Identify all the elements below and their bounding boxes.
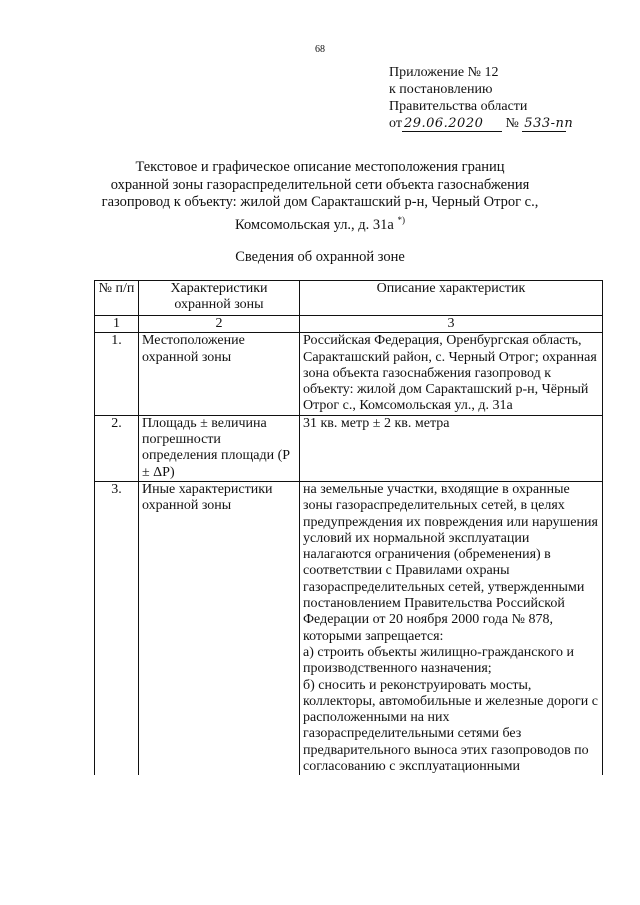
appendix-line-2: к постановлению [389,82,493,97]
table-row [95,481,603,775]
row-number: 3. [95,481,139,775]
header-num: № п/п [95,281,139,316]
restriction-item-a: а) строить объекты жилищно-гражданского и производственного назначения; [303,644,574,677]
appendix-block [389,64,629,132]
title-line-2: охранной зоны газораспределительной сети объекта газоснабжения [110,176,530,193]
header-characteristics: Характеристики охранной зоны [139,281,300,316]
appendix-date-line [389,115,629,132]
document-title [90,159,550,234]
page-number: 68 [315,44,325,55]
index-cell: 2 [139,316,300,333]
handwritten-date: 29.06.2020 [402,117,502,132]
title-address: Комсомольская ул., д. 31а [235,216,394,233]
row-description: 31 кв. метр ± 2 кв. метра [300,415,603,481]
row-number: 1. [95,333,139,415]
restriction-item-b: б) сносить и реконструировать мосты, коллекторы, автомобильные и железные дороги с расположенными на них газораспределительными сетями без предварительного выноса этих газопроводов по согласованию с эксплуатационными [303,677,598,775]
row-characteristic: Местоположение охранной зоны [139,333,300,415]
table-row [95,415,603,481]
row-description: на земельные участки, входящие в охранные зоны газораспределительных сетей, в целях предупреждения их повреждения или нарушения условий их нормальной эксплуатации налагаются ограничения (обременения) в соответствии с Правилами охраны газораспределительных сетей, утвержденными постановлением Правительства Российской Федерации от 20 ноября 2000 года № 878, которыми запрещается: [303,481,598,644]
appendix-line-1: Приложение № 12 [389,65,499,80]
table-row [95,333,603,415]
index-cell: 1 [95,316,139,333]
row-description-cell [300,481,603,775]
number-prefix: № [505,116,519,131]
row-description: Российская Федерация, Оренбургская область, Саракташский район, с. Черный Отрог; охранная зона объекта газоснабжения газопровод к объекту: жилой дом Саракташский р-н, Чёрный Отрог с., Комсомольская ул., д. 31а [300,333,603,415]
header-description: Описание характеристик [300,281,603,316]
table-header-row [95,281,603,316]
footnote-mark: *) [397,214,405,225]
table-index-row [95,316,603,333]
row-number: 2. [95,415,139,481]
appendix-line-3: Правительства области [389,99,528,114]
title-line-1: Текстовое и графическое описание местоположения границ [135,159,505,175]
date-prefix: от [389,116,402,131]
title-line-3: газопровод к объекту: жилой дом Саракташский р-н, Черный Отрог с., [101,194,539,210]
handwritten-number: 533-пп [524,116,574,131]
section-subtitle: Сведения об охранной зоне [235,249,405,265]
index-cell: 3 [300,316,603,333]
row-characteristic: Площадь ± величина погрешности определения площади (P ± ΔP) [139,415,300,481]
protection-zone-table [94,280,603,775]
row-characteristic: Иные характеристики охранной зоны [139,481,300,775]
title-line-4 [90,212,550,234]
